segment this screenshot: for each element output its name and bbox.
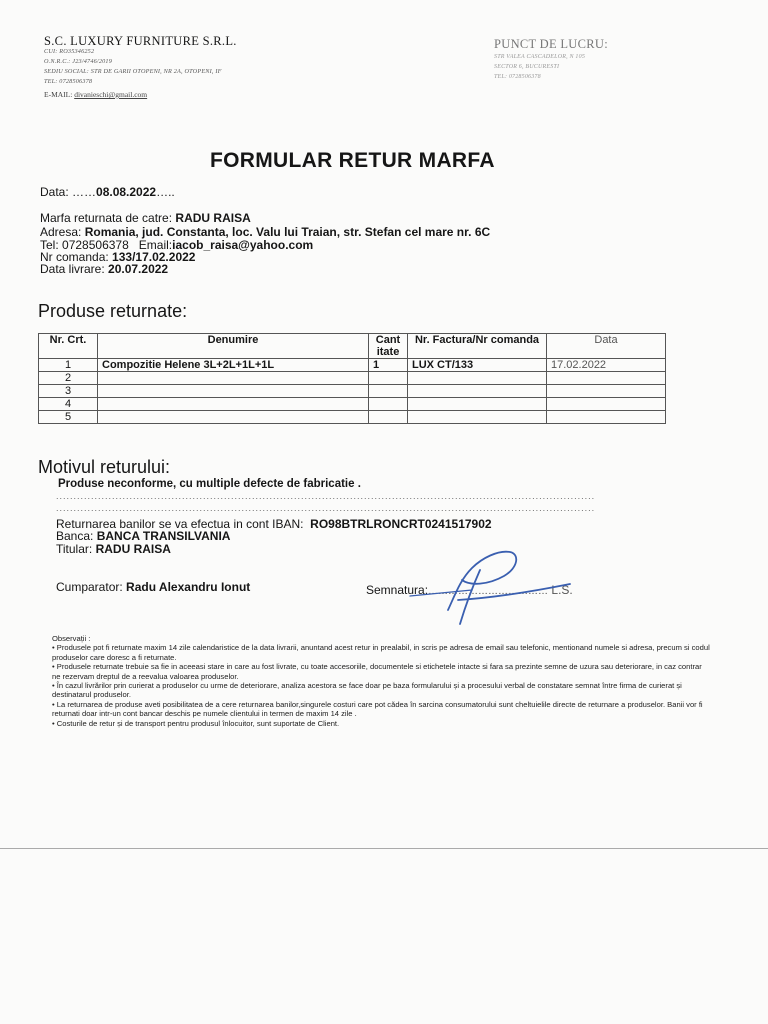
date-label: Data: …… xyxy=(40,185,97,199)
scan-edge-line xyxy=(0,848,768,849)
email-value: iacob_raisa@yahoo.com xyxy=(172,238,314,252)
signature-dots: ……………………………… xyxy=(428,586,549,597)
row-nr: 3 xyxy=(39,385,98,398)
row-cantitate xyxy=(369,372,408,385)
table-row xyxy=(39,411,666,424)
row-denumire xyxy=(98,385,369,398)
note-item: • La returnarea de produse aveti posibilitatea de a cere returnarea banilor,singurele costuri care pot cădea în sarcina consumatorului sunt cheltuielile directe de returnare a produselor. Banii vor fi returnati doar intr-un cont bancar deschis pe numele clientului in termen de maxim 14 zile . xyxy=(52,699,703,719)
company-address: SEDIU SOCIAL: STR DE GARII OTOPENI, NR 2A, OTOPENI, IF xyxy=(44,68,222,75)
buyer-field xyxy=(56,580,250,594)
signature-ls: L.S. xyxy=(551,583,573,597)
row-data xyxy=(547,398,666,411)
address-value: Romania, jud. Constanta, loc. Valu lui Traian, str. Stefan cel mare nr. 6C xyxy=(84,225,491,239)
holder-label: Titular: xyxy=(56,542,93,556)
row-factura xyxy=(408,372,547,385)
work-point-sector: SECTOR 6, BUCURESTI xyxy=(494,64,560,70)
dotted-line: .......................................................................................................................................................... xyxy=(56,491,596,501)
note-item: • Produsele returnate trebuie sa fie in aceeasi stare in care au fost livrate, cu toate accesoriile, documentele si etichetele intacte si fara sa prezinte semne de uzura sau deteriorare, in caz contrar ne rezervam dreptul de a reevalua valoarea produselor. xyxy=(52,662,702,681)
row-nr: 5 xyxy=(39,411,98,424)
products-header-row xyxy=(39,334,666,359)
company-email-label: E-MAIL: xyxy=(44,90,73,99)
form-title: FORMULAR RETUR MARFA xyxy=(210,149,495,172)
row-denumire xyxy=(98,372,369,385)
note-item: • Costurile de retur și de transport pentru produsul înlocuitor, sunt suportate de Client. xyxy=(52,718,340,728)
note-item: • În cazul livrărilor prin curierat a produselor cu urme de deteriorare, analiza acestora se face doar pe baza formularului și a procesului verbal de constatare semnat între firma de curierat și destinatarul produselor. xyxy=(52,681,682,700)
buyer-label: Cumparator: xyxy=(56,580,123,594)
notes-heading: Observații : xyxy=(52,634,91,643)
company-onrc: O.N.R.C.: J23/4746/2019 xyxy=(44,58,113,65)
handwritten-signature xyxy=(400,540,580,630)
row-denumire xyxy=(98,398,369,411)
notes-section xyxy=(52,634,712,728)
row-nr: 1 xyxy=(39,359,98,372)
products-heading: Produse returnate: xyxy=(38,301,188,321)
company-phone: TEL: 0728506378 xyxy=(44,78,93,85)
tel-value: 0728506378 xyxy=(62,238,129,252)
row-nr: 2 xyxy=(39,372,98,385)
holder-field xyxy=(56,542,171,556)
header-nr-crt: Nr. Crt. xyxy=(39,334,98,359)
row-denumire xyxy=(98,411,369,424)
holder-value: RADU RAISA xyxy=(95,542,171,556)
date-suffix: ….. xyxy=(156,185,175,199)
header-data: Data xyxy=(547,334,666,359)
table-row xyxy=(39,372,666,385)
table-row xyxy=(39,398,666,411)
iban-label: Returnarea banilor se va efectua in cont IBAN: xyxy=(56,517,304,531)
reason-text: Produse neconforme, cu multiple defecte de fabricatie . xyxy=(58,478,361,490)
work-point-phone: TEL: 0728506378 xyxy=(494,74,541,80)
returned-by-label: Marfa returnata de catre: xyxy=(40,211,173,225)
table-row xyxy=(39,385,666,398)
row-data xyxy=(547,411,666,424)
returned-by-field xyxy=(40,211,251,225)
reason-heading: Motivul returului: xyxy=(38,457,171,477)
date-field xyxy=(40,185,175,199)
address-label: Adresa: xyxy=(40,225,82,239)
tel-label: Tel: xyxy=(40,238,59,252)
row-factura xyxy=(408,385,547,398)
row-cantitate xyxy=(369,411,408,424)
delivery-value: 20.07.2022 xyxy=(108,262,169,276)
products-table xyxy=(38,333,666,424)
table-row xyxy=(39,359,666,372)
row-data xyxy=(547,372,666,385)
work-point-street: STR VALEA CASCADELOR, N 105 xyxy=(494,54,586,60)
company-email xyxy=(44,90,147,99)
row-factura: LUX CT/133 xyxy=(408,359,547,372)
row-cantitate xyxy=(369,398,408,411)
header-cantitate: Cant itate xyxy=(369,334,408,359)
row-factura xyxy=(408,411,547,424)
signature-label: Semnatura: xyxy=(366,583,429,597)
work-point-title: PUNCT DE LUCRU: xyxy=(494,37,609,51)
row-denumire: Compozitie Helene 3L+2L+1L+1L xyxy=(98,359,369,372)
bank-label: Banca: xyxy=(56,529,94,543)
delivery-label: Data livrare: xyxy=(40,262,105,276)
returned-by-value: RADU RAISA xyxy=(175,211,251,225)
address-field xyxy=(40,225,490,239)
dotted-line: .......................................................................................................................................................... xyxy=(56,503,596,513)
row-nr: 4 xyxy=(39,398,98,411)
date-value: 08.08.2022 xyxy=(96,185,157,199)
row-cantitate xyxy=(369,385,408,398)
row-cantitate: 1 xyxy=(369,359,408,372)
buyer-value: Radu Alexandru Ionut xyxy=(126,580,251,594)
header-factura: Nr. Factura/Nr comanda xyxy=(408,334,547,359)
row-data xyxy=(547,385,666,398)
company-email-value[interactable]: divanieschi@gmail.com xyxy=(74,90,148,99)
row-factura xyxy=(408,398,547,411)
company-cui: CUI: RO35346252 xyxy=(44,48,95,55)
company-name: S.C. LUXURY FURNITURE S.R.L. xyxy=(44,34,237,48)
note-item: • Produsele pot fi returnate maxim 14 zile calendaristice de la data livrarii, anuntand acest retur in prealabil, in scris pe adresa de email sau telefonic, mentionand numele si adresa, precum si codul produselor care doresc a fi returnate. xyxy=(52,643,710,662)
order-value: 133/17.02.2022 xyxy=(112,250,196,264)
header-denumire: Denumire xyxy=(98,334,369,359)
bank-field xyxy=(56,529,230,543)
order-label: Nr comanda: xyxy=(40,250,109,264)
bank-value: BANCA TRANSILVANIA xyxy=(96,529,231,543)
email-label: Email: xyxy=(138,238,173,252)
delivery-field xyxy=(40,262,168,276)
iban-value: RO98BTRLRONCRT0241517902 xyxy=(310,517,492,531)
row-data: 17.02.2022 xyxy=(547,359,666,372)
